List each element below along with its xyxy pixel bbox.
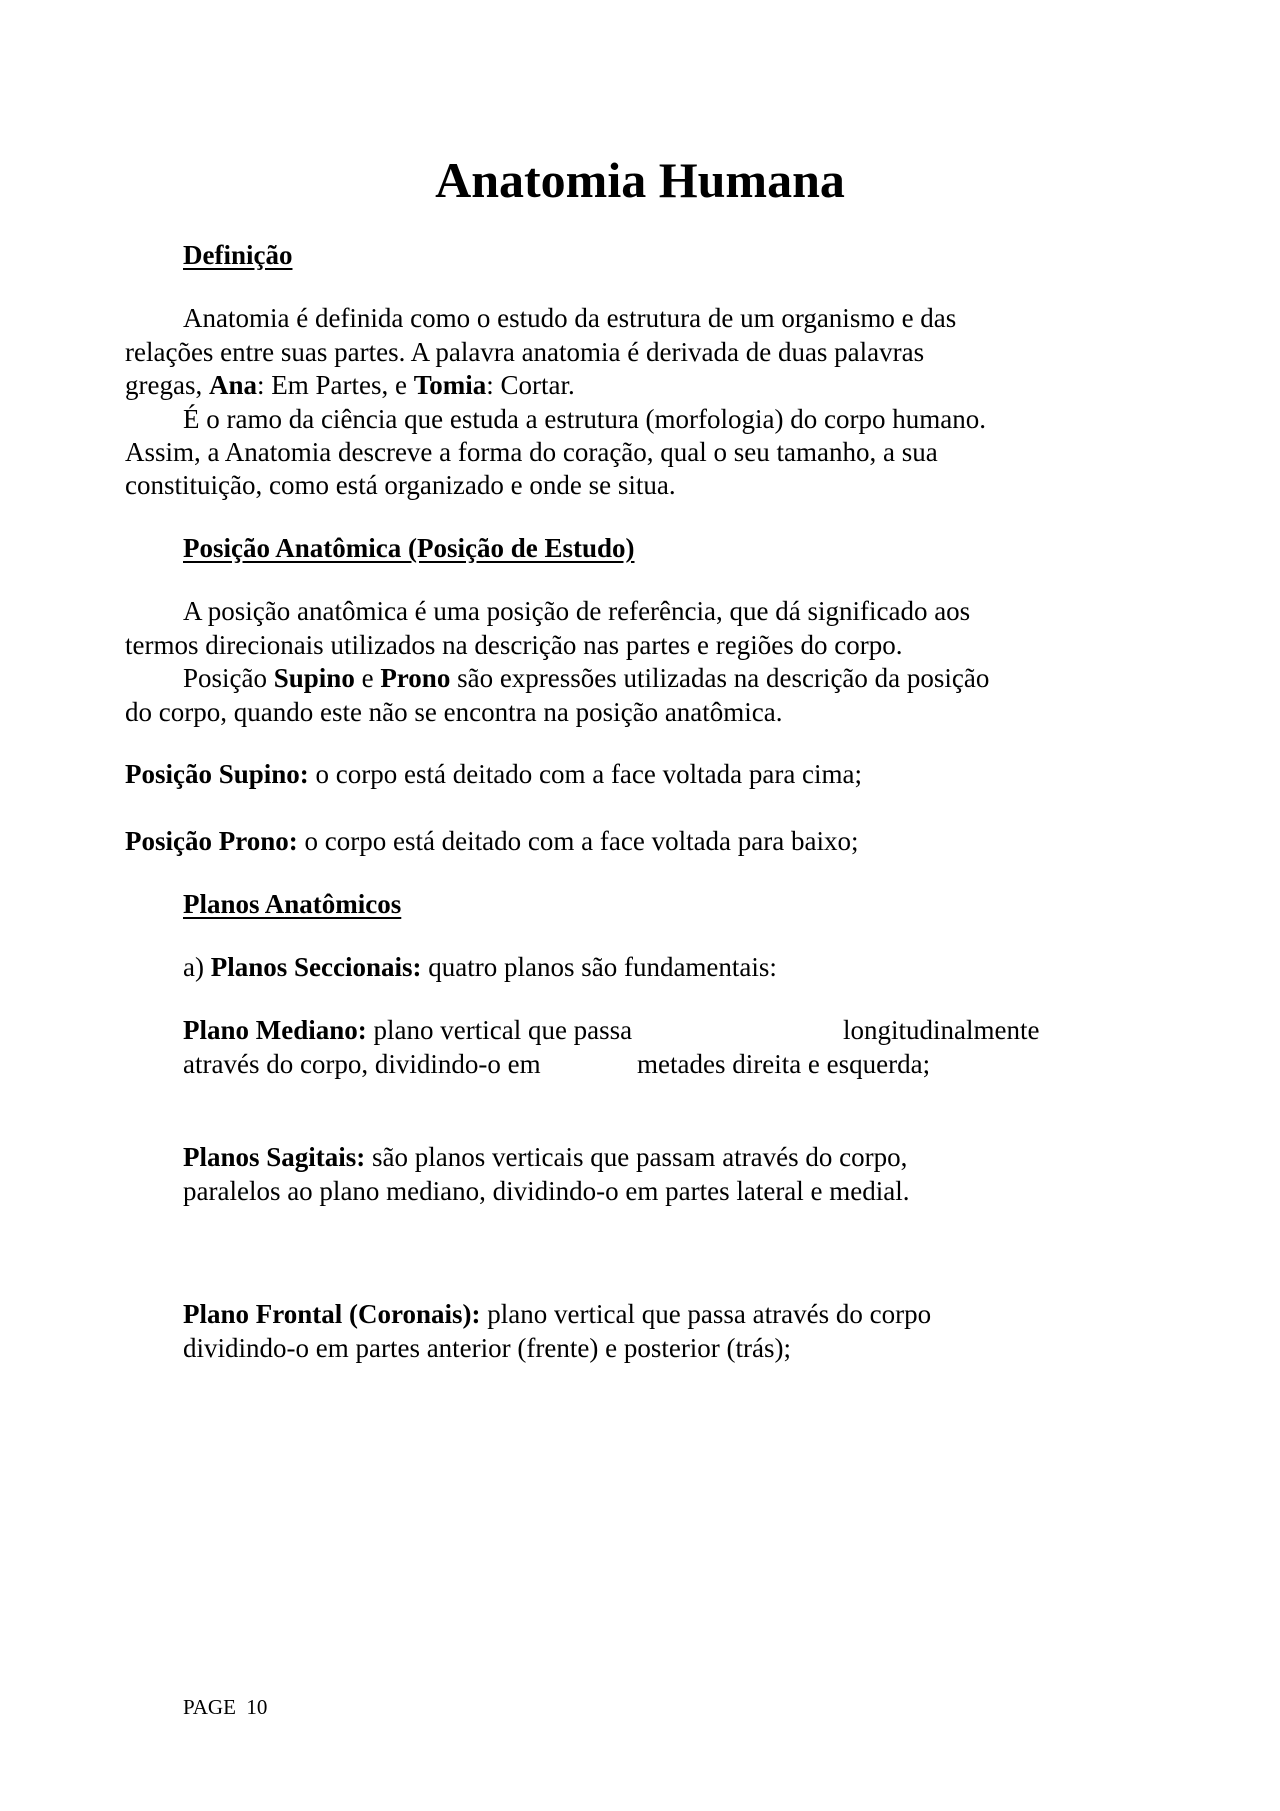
plano-mediano-line2-right: metades direita e esquerda; (637, 1049, 931, 1079)
label-planos-sagitais: Planos Sagitais: (183, 1142, 366, 1172)
text-segment: e (354, 663, 381, 693)
definicao-p2-line3: constituição, como está organizado e onde se situa. (125, 470, 676, 500)
text-segment: Posição (183, 663, 274, 693)
definicao-p1-line2: relações entre suas partes. A palavra anatomia é derivada de duas palavras (125, 337, 925, 367)
text-segment: : Em Partes, e (256, 370, 414, 400)
plano-mediano-line2-left: através do corpo, dividindo-o em (183, 1049, 541, 1079)
term-supino: Supino (273, 663, 355, 693)
label-posicao-supino: Posição Supino: (125, 759, 309, 789)
label-posicao-prono: Posição Prono: (125, 826, 298, 856)
page-number: PAGE 10 (183, 1695, 268, 1719)
definicao-p2-line2: Assim, a Anatomia descreve a forma do coração, qual o seu tamanho, a sua (125, 437, 938, 467)
definicao-p1-line1: Anatomia é definida como o estudo da estrutura de um organismo e das (183, 303, 957, 333)
plano-mediano-line1 (183, 1013, 632, 1047)
text-segment: : Cortar. (486, 370, 575, 400)
planos-sagitais-line2: paralelos ao plano mediano, dividindo-o em partes lateral e medial. (183, 1176, 910, 1206)
planos-sagitais-line1 (183, 1140, 907, 1174)
definicao-p1-line3 (125, 368, 575, 402)
plano-frontal-line1 (183, 1297, 931, 1331)
posicao-p2-line2: do corpo, quando este não se encontra na posição anatômica. (125, 697, 783, 727)
heading-posicao-anatomica: Posição Anatômica (Posição de Estudo) (183, 533, 635, 563)
label-planos-seccionais: Planos Seccionais: (210, 952, 422, 982)
planos-item-a (183, 950, 777, 984)
definicao-p2-line1: É o ramo da ciência que estuda a estrutura (morfologia) do corpo humano. (183, 404, 986, 434)
text-segment: são expressões utilizadas na descrição da posição (450, 663, 990, 693)
plano-frontal-line2: dividindo-o em partes anterior (frente) e posterior (trás); (183, 1333, 792, 1363)
text-segment: quatro planos são fundamentais: (421, 952, 777, 982)
label-plano-frontal: Plano Frontal (Coronais): (183, 1299, 481, 1329)
text-segment: são planos verticais que passam através do corpo, (365, 1142, 908, 1172)
list-marker: a) (183, 952, 211, 982)
posicao-p1-line1: A posição anatômica é uma posição de referência, que dá significado aos (183, 596, 971, 626)
plano-mediano-line1-right: longitudinalmente (843, 1015, 1040, 1045)
heading-planos-anatomicos: Planos Anatômicos (183, 889, 402, 919)
posicao-supino-line (125, 757, 862, 791)
text-segment: o corpo está deitado com a face voltada para baixo; (297, 826, 859, 856)
heading-definicao: Definição (183, 240, 293, 270)
posicao-p1-line2: termos direcionais utilizados na descrição nas partes e regiões do corpo. (125, 630, 903, 660)
text-segment: gregas, (125, 370, 209, 400)
label-plano-mediano: Plano Mediano: (183, 1015, 367, 1045)
term-ana: Ana (208, 370, 257, 400)
page-title: Anatomia Humana (435, 152, 845, 208)
text-segment: o corpo está deitado com a face voltada para cima; (308, 759, 863, 789)
posicao-prono-line (125, 824, 859, 858)
term-prono: Prono (380, 663, 451, 693)
posicao-p2-line1 (183, 661, 989, 695)
text-segment: plano vertical que passa (366, 1015, 633, 1045)
term-tomia: Tomia (413, 370, 487, 400)
text-segment: plano vertical que passa através do corpo (480, 1299, 932, 1329)
